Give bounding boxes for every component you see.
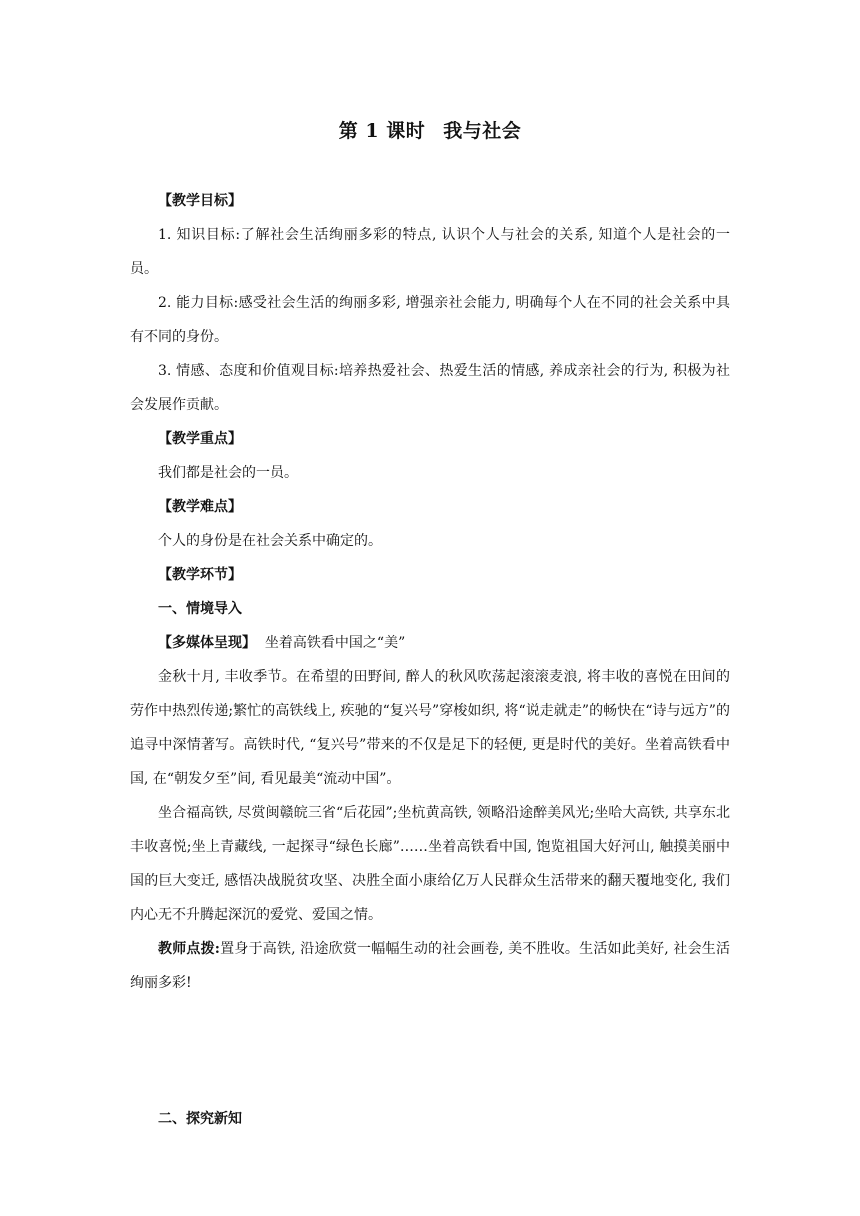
lesson-name: 我与社会 xyxy=(443,120,522,142)
teacher-tip-text: 置身于高铁, 沿途欣赏一幅幅生动的社会画卷, 美不胜收。生活如此美好, 社会生活绚丽多彩! xyxy=(130,941,731,991)
key-point-text: 我们都是社会的一员。 xyxy=(158,465,298,481)
lesson-number: 第 1 课时 xyxy=(338,120,426,142)
key-point-heading: 【教学重点】 xyxy=(158,431,242,447)
story-paragraph-1: 金秋十月, 丰收季节。在希望的田野间, 醉人的秋风吹荡起滚滚麦浪, 将丰收的喜悦在田间的劳作中热烈传递;繁忙的高铁线上, 疾驰的“复兴号”穿梭如织, 将“说走就走”的畅快在“诗与远方”的追寻中深情著写。高铁时代, “复兴号”带来的不仅是足下的轻便, 更是时代的美好。坐着高铁看中国, 在“朝发夕至”间, 看见最美“流动中国”。 xyxy=(130,669,730,787)
spacer xyxy=(130,1000,730,1102)
objective-item-knowledge: 1. 知识目标:了解社会生活绚丽多彩的特点, 认识个人与社会的关系, 知道个人是社会的一员。 xyxy=(130,227,730,277)
media-label: 【多媒体呈现】 xyxy=(158,635,256,651)
section-heading-intro: 一、情境导入 xyxy=(158,601,242,617)
media-paragraph xyxy=(130,626,730,660)
story-paragraph-2: 坐合福高铁, 尽赏闽赣皖三省“后花园”;坐杭黄高铁, 领略沿途醉美风光;坐哈大高铁, 共享东北丰收喜悦;坐上青藏线, 一起探寻“绿色长廊”……坐着高铁看中国, 饱览祖国大好河山, 触摸美丽中国的巨大变迁, 感悟决战脱贫攻坚、决胜全面小康给亿万人民群众生活带来的翻天覆地变化, 我们内心无不升腾起深沉的爱党、爱国之情。 xyxy=(130,805,730,923)
section-heading-explore: 二、探究新知 xyxy=(158,1111,242,1127)
difficulty-heading: 【教学难点】 xyxy=(158,499,242,515)
document-body xyxy=(130,184,730,1136)
objective-item-emotion: 3. 情感、态度和价值观目标:培养热爱社会、热爱生活的情感, 养成亲社会的行为, 积极为社会发展作贡献。 xyxy=(130,363,730,413)
page-title xyxy=(0,116,860,143)
media-text: 坐着高铁看中国之“美” xyxy=(264,635,406,651)
process-heading: 【教学环节】 xyxy=(158,567,242,583)
objective-item-ability: 2. 能力目标:感受社会生活的绚丽多彩, 增强亲社会能力, 明确每个人在不同的社会关系中具有不同的身份。 xyxy=(130,295,730,345)
teacher-tip-label: 教师点拨: xyxy=(158,941,220,957)
objectives-heading: 【教学目标】 xyxy=(158,193,242,209)
teacher-tip-paragraph xyxy=(130,932,730,1000)
difficulty-text: 个人的身份是在社会关系中确定的。 xyxy=(158,533,382,549)
